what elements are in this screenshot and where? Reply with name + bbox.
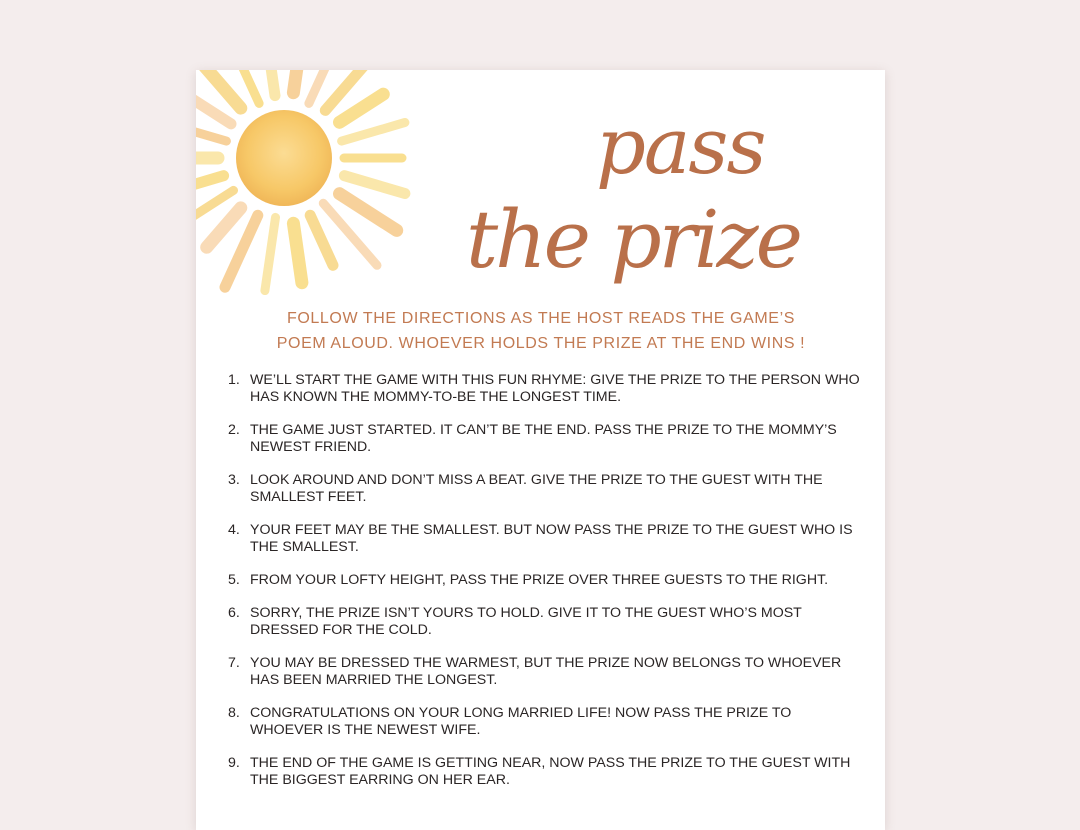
sun-ray <box>340 94 384 122</box>
rule-number: 6. <box>228 605 240 621</box>
title-line-1: pass <box>596 102 765 192</box>
rule-text: LOOK AROUND AND DON’T MISS A BEAT. GIVE THE PRIZE TO THE GUEST WITH THE SMALLEST FEET. <box>250 472 823 505</box>
rule-number: 9. <box>228 755 240 771</box>
rule-item <box>228 472 868 506</box>
sun-ray <box>293 223 302 282</box>
sun-ray <box>310 215 333 265</box>
sun-ray <box>196 125 226 141</box>
sun-ray <box>293 70 302 93</box>
rule-number: 5. <box>228 572 240 588</box>
sun-ray <box>196 176 224 196</box>
sun-ray <box>342 123 405 142</box>
game-title <box>456 100 800 300</box>
rule-number: 2. <box>228 422 240 438</box>
game-instructions <box>236 306 846 356</box>
instructions-line-2: POEM ALOUD. WHOEVER HOLDS THE PRIZE AT THE END WINS ! <box>276 335 806 352</box>
rule-number: 8. <box>228 705 240 721</box>
rule-number: 7. <box>228 655 240 671</box>
rule-text: SORRY, THE PRIZE ISN’T YOURS TO HOLD. GIVE IT TO THE GUEST WHO’S MOST DRESSED FOR THE COLD. <box>250 605 802 638</box>
rule-number: 4. <box>228 522 240 538</box>
rule-item <box>228 422 868 456</box>
watercolor-sun-icon <box>196 70 426 295</box>
rule-text: FROM YOUR LOFTY HEIGHT, PASS THE PRIZE OVER THREE GUESTS TO THE RIGHT. <box>250 572 829 588</box>
sun-ray <box>340 194 397 231</box>
rules-list <box>228 372 868 805</box>
rule-item <box>228 572 868 589</box>
rule-number: 1. <box>228 372 240 388</box>
sun-ray <box>207 208 241 247</box>
sun-ray <box>344 176 405 194</box>
game-card <box>196 70 885 830</box>
rule-text: THE GAME JUST STARTED. IT CAN’T BE THE END. PASS THE PRIZE TO THE MOMMY’S NEWEST FRIEND. <box>250 422 837 455</box>
rule-text: THE END OF THE GAME IS GETTING NEAR, NOW PASS THE PRIZE TO THE GUEST WITH THE BIGGEST EARRING ON HER EAR. <box>250 755 851 788</box>
sun-ray <box>265 217 276 290</box>
title-line-2: the prize <box>466 193 800 286</box>
rule-item <box>228 705 868 739</box>
rule-item <box>228 522 868 556</box>
rule-text: YOUR FEET MAY BE THE SMALLEST. BUT NOW PASS THE PRIZE TO THE GUEST WHO IS THE SMALLEST. <box>250 522 853 555</box>
rule-item <box>228 755 868 789</box>
rule-item <box>228 605 868 639</box>
rule-number: 3. <box>228 472 240 488</box>
sun-ray <box>267 70 275 96</box>
rule-text: WE’LL START THE GAME WITH THIS FUN RHYME: GIVE THE PRIZE TO THE PERSON WHO HAS KNOWN THE MOMMY-TO-BE THE LONGEST TIME. <box>250 372 860 405</box>
rule-item <box>228 372 868 406</box>
rule-text: CONGRATULATIONS ON YOUR LONG MARRIED LIFE! NOW PASS THE PRIZE TO WHOEVER IS THE NEWEST WIFE. <box>250 705 792 738</box>
rule-item <box>228 655 868 689</box>
rule-text: YOU MAY BE DRESSED THE WARMEST, BUT THE PRIZE NOW BELONGS TO WHOEVER HAS BEEN MARRIED THE LONGEST. <box>250 655 842 688</box>
instructions-line-1: FOLLOW THE DIRECTIONS AS THE HOST READS THE GAME’S <box>286 310 795 327</box>
